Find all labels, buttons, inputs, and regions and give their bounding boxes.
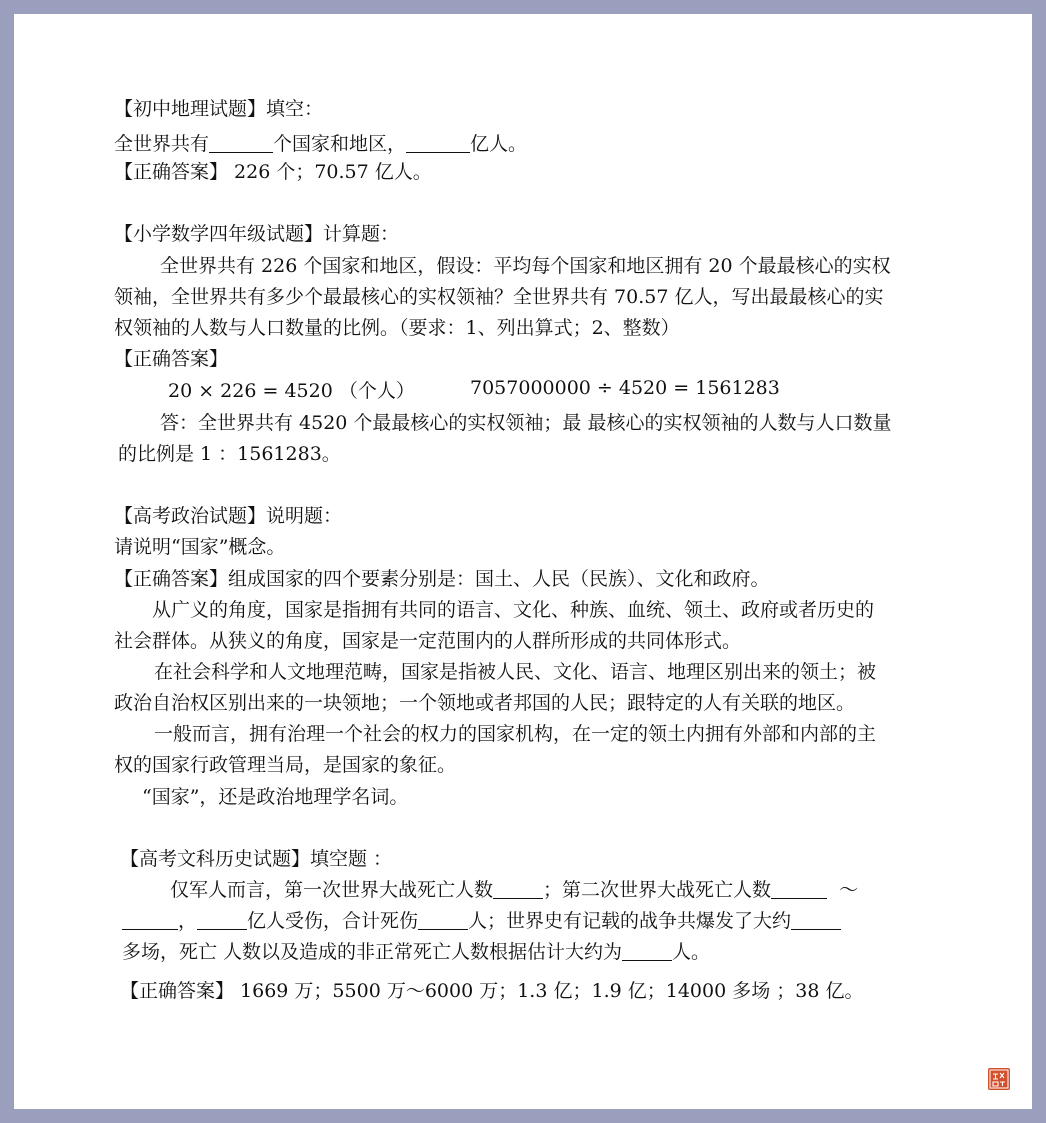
politics-answer: 【正确答案】组成国家的四个要素分别是：国土、人民（民族）、文化和政府。 <box>114 568 770 590</box>
math-question-line: 全世界共有 226 个国家和地区，假设：平均每个国家和地区拥有 20 个最最核心的实权 <box>160 255 891 277</box>
politics-paragraph-line: “国家”，还是政治地理学名词。 <box>142 786 409 808</box>
math-title: 【小学数学四年级试题】计算题： <box>114 223 400 245</box>
blank <box>771 880 827 899</box>
blank <box>122 911 178 930</box>
history-question-line <box>122 940 710 964</box>
geo-q-part: 亿人。 <box>470 133 528 155</box>
blank <box>197 911 247 930</box>
blank <box>209 134 273 153</box>
math-answer-line: 答：全世界共有 4520 个最最核心的实权领袖；最 最核心的实权领袖的人数与人口数量 <box>160 412 892 434</box>
politics-title: 【高考政治试题】说明题： <box>114 505 343 527</box>
blank <box>791 911 841 930</box>
geo-answer: 【正确答案】 226 个；70.57 亿人。 <box>114 161 432 183</box>
math-question-line: 领袖，全世界共有多少个最最核心的实权领袖？全世界共有 70.57 亿人，写出最最核心的实 <box>114 286 884 308</box>
geo-title: 【初中地理试题】填空： <box>114 98 324 120</box>
history-answer: 【正确答案】 1669 万；5500 万～6000 万；1.3 亿；1.9 亿；14000 多场 ；38 亿。 <box>120 980 864 1002</box>
blank <box>493 880 543 899</box>
math-formula: 20 × 226 = 4520 （个人） <box>168 380 415 402</box>
history-question-line <box>122 909 841 933</box>
history-q-part: ；第二次世界大战死亡人数 <box>543 879 772 901</box>
document-page <box>14 14 1032 1109</box>
math-formula: 7057000000 ÷ 4520 = 1561283 <box>470 377 780 399</box>
history-q-part: 多场，死亡 人数以及造成的非正常死亡人数根据估计大约为 <box>122 941 623 963</box>
politics-paragraph-line: 政治自治权区别出来的一块领地；一个领地或者邦国的人民；跟特定的人有关联的地区。 <box>114 692 856 714</box>
politics-paragraph-line: 权的国家行政管理当局，是国家的象征。 <box>114 754 457 776</box>
politics-paragraph-line: 一般而言，拥有治理一个社会的权力的国家机构，在一定的领土内拥有外部和内部的主 <box>154 723 877 745</box>
blank <box>406 134 470 153</box>
geo-q-part: 全世界共有 <box>114 133 210 155</box>
math-question-line: 权领袖的人数与人口数量的比例。（要求：1、列出算式；2、整数） <box>114 317 680 339</box>
history-q-part: ， <box>178 910 198 932</box>
politics-paragraph-line: 在社会科学和人文地理范畴，国家是指被人民、文化、语言、地理区别出来的领土；被 <box>154 661 877 683</box>
red-seal-stamp-icon <box>988 1068 1010 1090</box>
history-q-part: 亿人受伤，合计死伤 <box>247 910 419 932</box>
math-answer-label: 【正确答案】 <box>114 348 229 370</box>
history-q-part: 仅军人而言，第一次世界大战死亡人数 <box>170 879 494 901</box>
math-answer-line: 的比例是 1 ：1561283。 <box>118 443 341 465</box>
history-q-part: ～ <box>839 879 859 901</box>
history-q-part: 人。 <box>672 941 711 963</box>
politics-question: 请说明“国家”概念。 <box>114 536 286 558</box>
politics-paragraph-line: 社会群体。从狭义的角度，国家是一定范围内的人群所形成的共同体形式。 <box>114 630 742 652</box>
geo-q-part: 个国家和地区， <box>273 133 407 155</box>
history-q-part: 人；世界史有记载的战争共爆发了大约 <box>468 910 792 932</box>
history-title: 【高考文科历史试题】填空题 ： <box>120 848 393 870</box>
politics-paragraph-line: 从广义的角度，国家是指拥有共同的语言、文化、种族、血统、领土、政府或者历史的 <box>152 599 875 621</box>
blank <box>418 911 468 930</box>
geo-question <box>114 132 527 156</box>
blank <box>622 942 672 961</box>
history-question-line <box>170 878 858 902</box>
